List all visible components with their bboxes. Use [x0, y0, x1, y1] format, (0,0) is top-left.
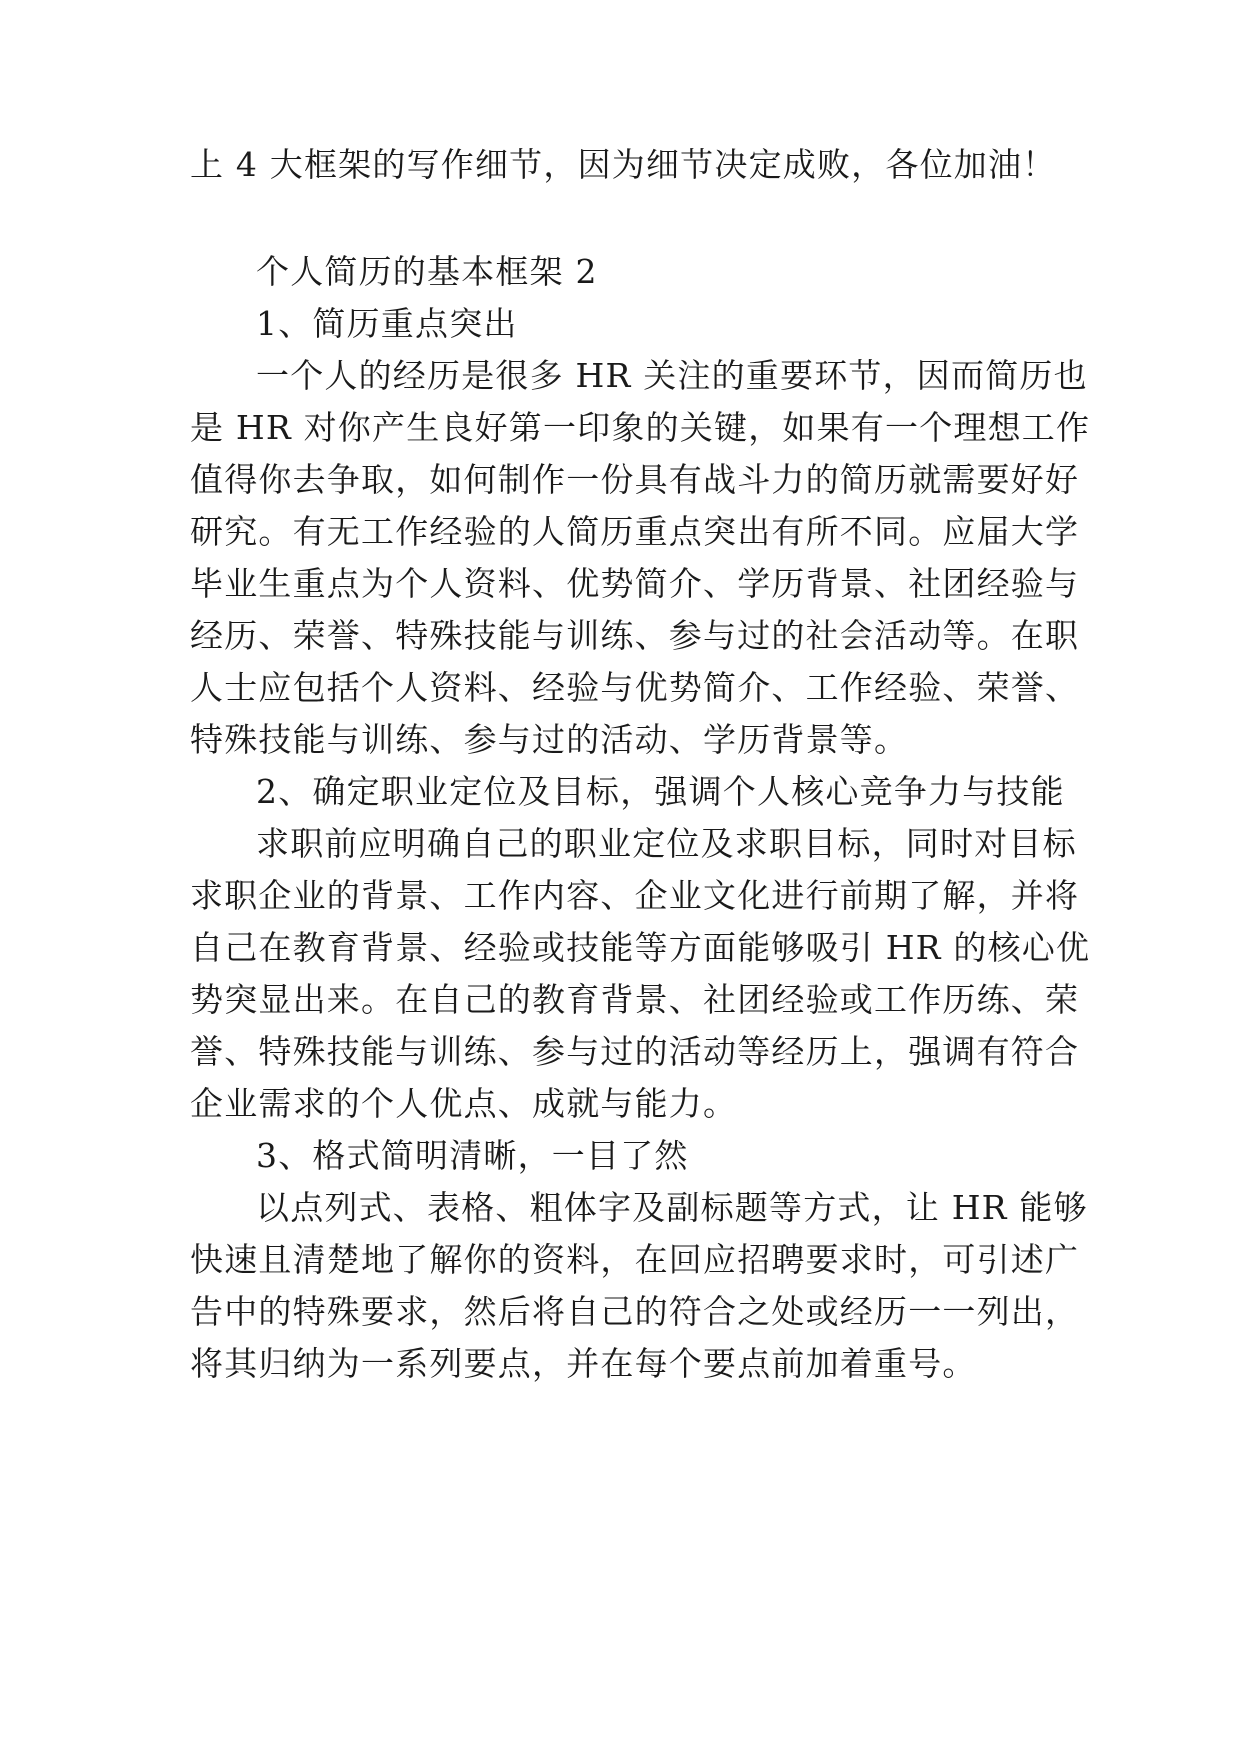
paragraph-line: 毕业生重点为个人资料、优势简介、学历背景、社团经验与	[190, 564, 1080, 603]
paragraph-line: 告中的特殊要求，然后将自己的符合之处或经历一一列出，	[190, 1292, 1080, 1331]
paragraph-line: 人士应包括个人资料、经验与优势简介、工作经验、荣誉、	[190, 668, 1080, 707]
section-heading-3: 3、格式简明清晰，一目了然	[256, 1136, 689, 1175]
paragraph-line: 求职前应明确自己的职业定位及求职目标，同时对目标	[256, 824, 1077, 863]
section-title: 个人简历的基本框架 2	[256, 252, 598, 291]
paragraph-line: 势突显出来。在自己的教育背景、社团经验或工作历练、荣	[190, 980, 1080, 1019]
paragraph-line: 誉、特殊技能与训练、参与过的活动等经历上，强调有符合	[190, 1032, 1080, 1071]
carryover-line: 上 4 大框架的写作细节，因为细节决定成败，各位加油！	[190, 145, 1057, 184]
paragraph-line: 企业需求的个人优点、成就与能力。	[190, 1084, 738, 1123]
paragraph-line: 以点列式、表格、粗体字及副标题等方式，让 HR 能够	[256, 1188, 1088, 1227]
section-heading-1: 1、简历重点突出	[256, 304, 518, 343]
paragraph-line: 快速且清楚地了解你的资料，在回应招聘要求时，可引述广	[190, 1240, 1080, 1279]
paragraph-line: 一个人的经历是很多 HR 关注的重要环节，因而简历也	[256, 356, 1088, 395]
paragraph-line: 自己在教育背景、经验或技能等方面能够吸引 HR 的核心优	[190, 928, 1091, 967]
paragraph-line: 将其归纳为一系列要点，并在每个要点前加着重号。	[190, 1344, 977, 1383]
paragraph-line: 值得你去争取，如何制作一份具有战斗力的简历就需要好好	[190, 460, 1080, 499]
paragraph-line: 研究。有无工作经验的人简历重点突出有所不同。应届大学	[190, 512, 1080, 551]
paragraph-line: 特殊技能与训练、参与过的活动、学历背景等。	[190, 720, 909, 759]
paragraph-line: 经历、荣誉、特殊技能与训练、参与过的社会活动等。在职	[190, 616, 1080, 655]
section-heading-2: 2、确定职业定位及目标，强调个人核心竞争力与技能	[256, 772, 1065, 811]
paragraph-line: 是 HR 对你产生良好第一印象的关键，如果有一个理想工作	[190, 408, 1091, 447]
paragraph-line: 求职企业的背景、工作内容、企业文化进行前期了解，并将	[190, 876, 1080, 915]
